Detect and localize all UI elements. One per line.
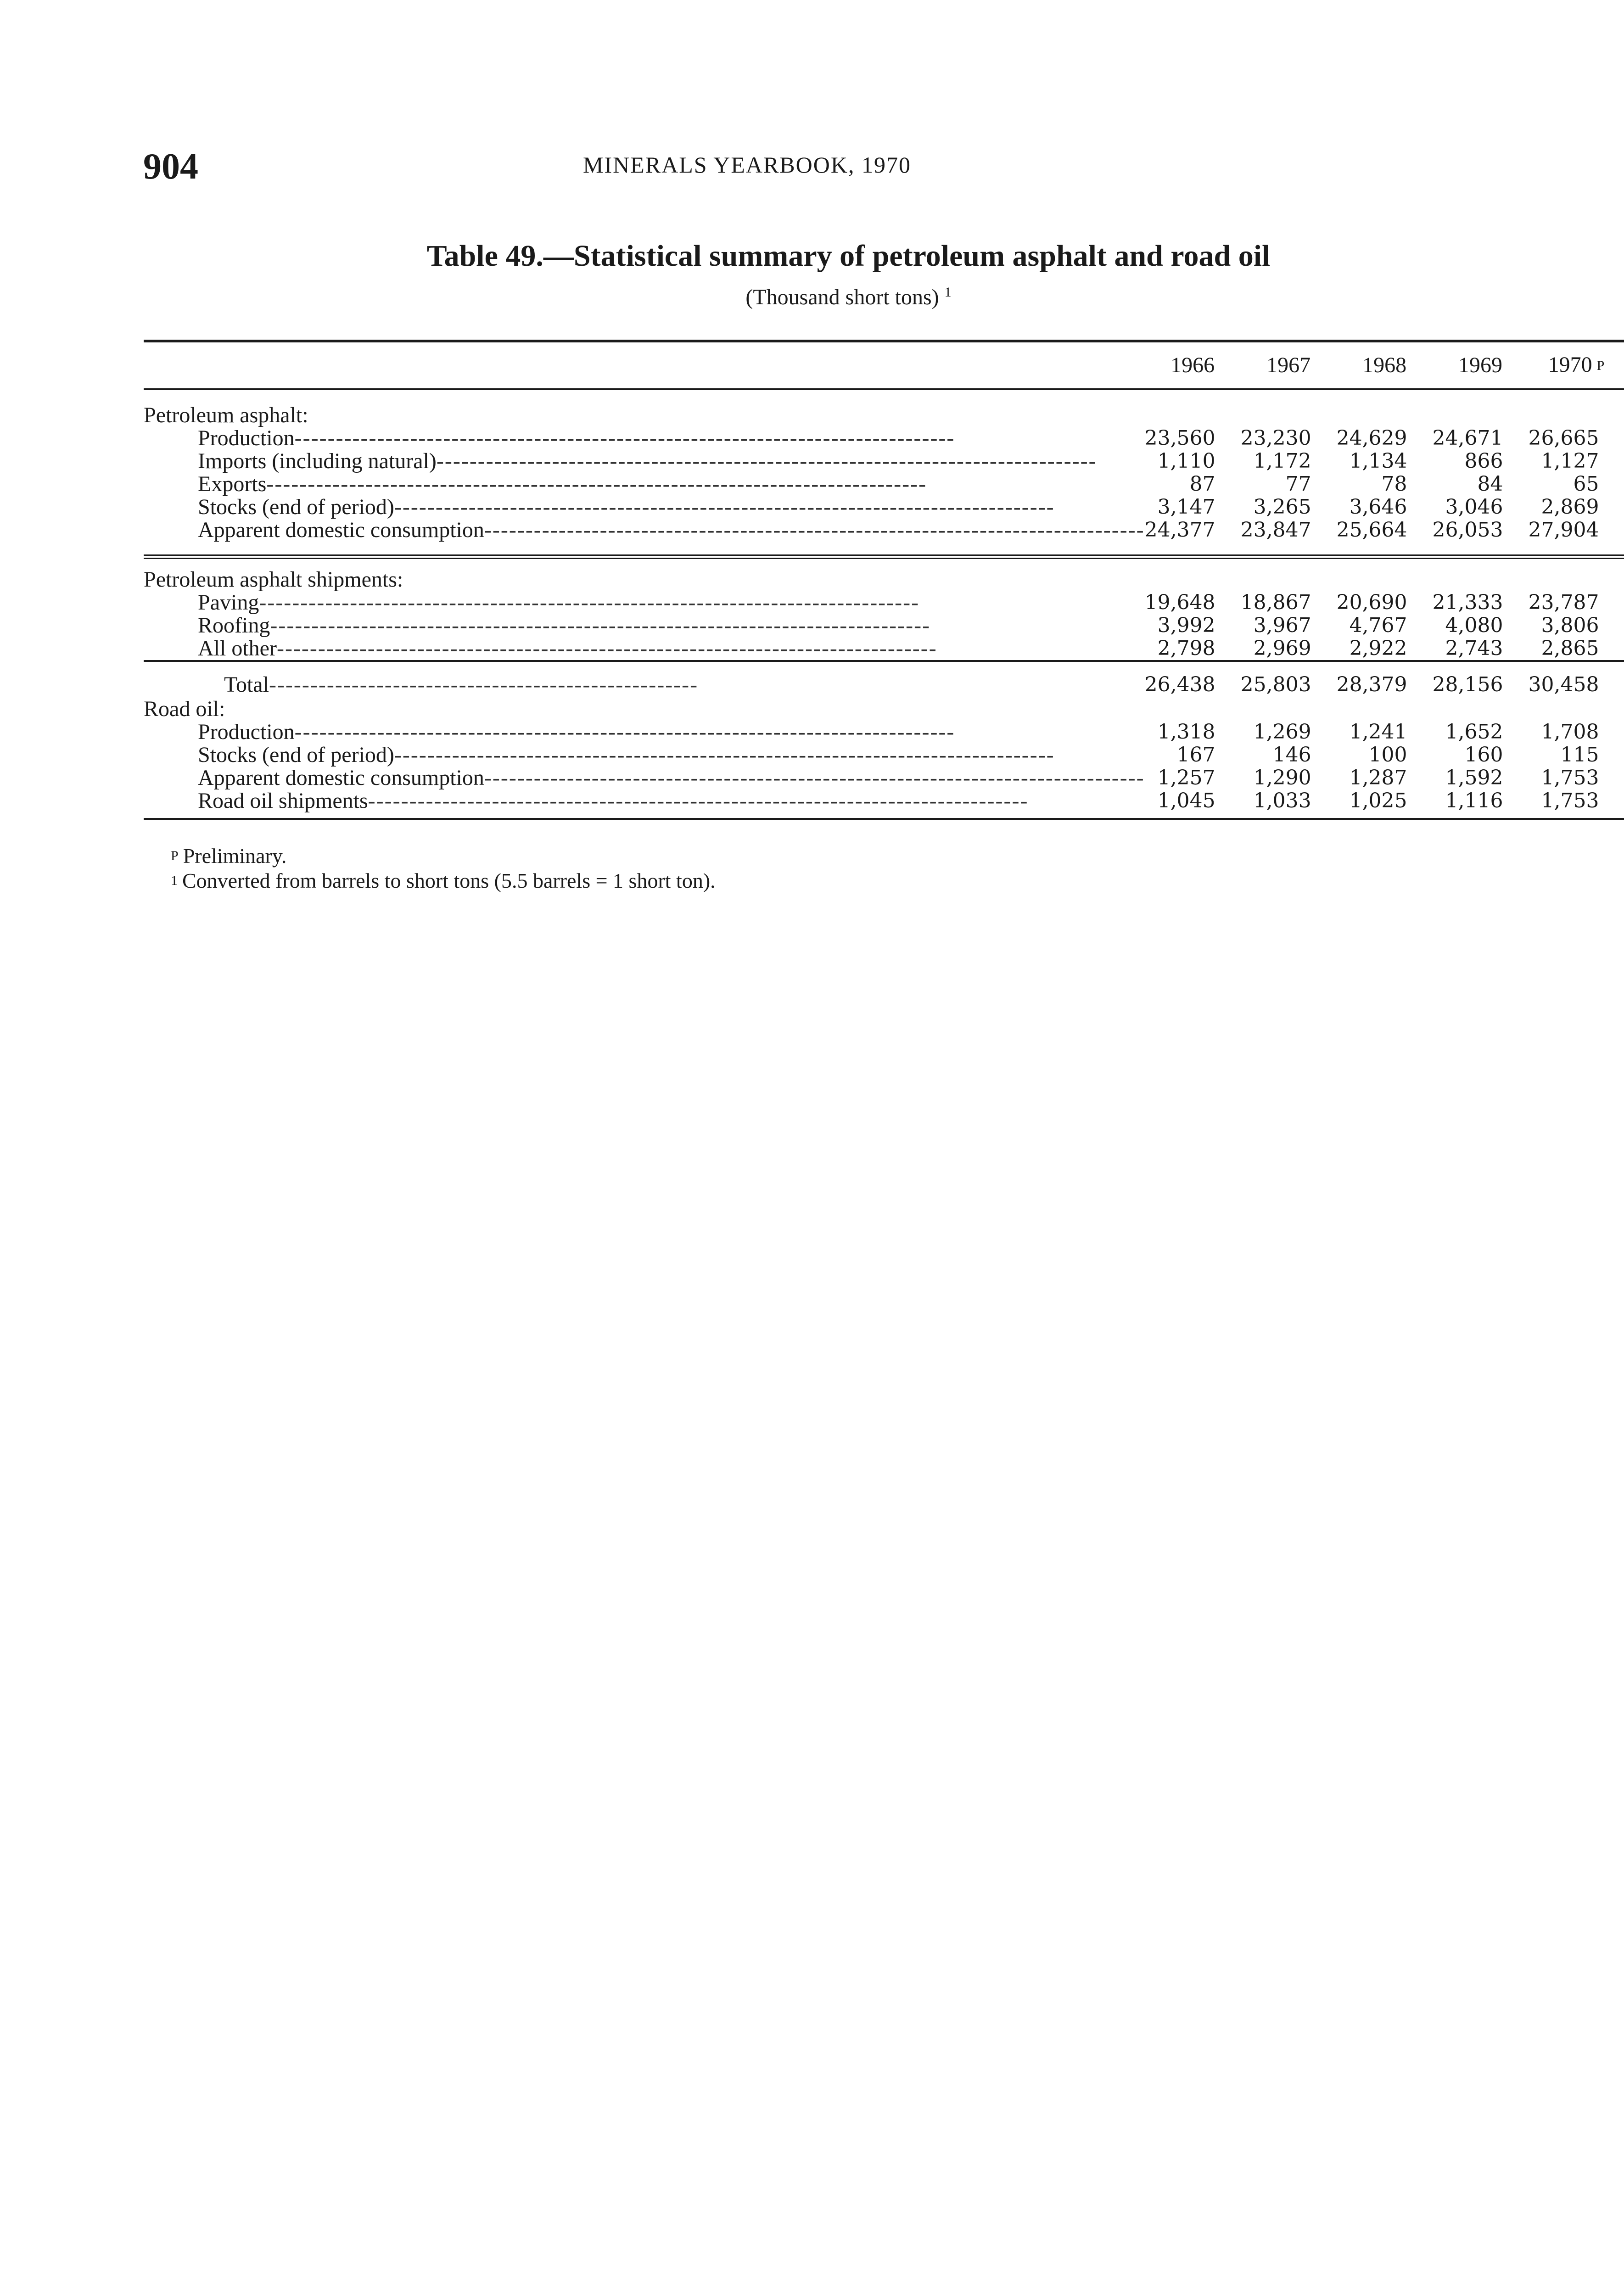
table-cell: 2,922 — [1349, 637, 1407, 660]
table-cell: 2,969 — [1253, 637, 1311, 660]
table-cell: 77 — [1285, 472, 1311, 496]
row-label — [144, 519, 1145, 542]
row-label — [144, 614, 1145, 637]
cell-total-1967: 25,803 — [1241, 661, 1337, 698]
table-row — [144, 450, 1624, 473]
table-subtitle — [0, 285, 1568, 310]
table-cell: 65 — [1573, 472, 1599, 496]
table-cell: 1,172 — [1253, 449, 1311, 473]
leader-dots: ---------------------------------------------------- — [269, 672, 699, 697]
row-label — [144, 744, 1145, 767]
table-cell: 160 — [1464, 743, 1503, 767]
asphalt-rows — [144, 427, 1624, 542]
table-row-total — [144, 661, 1624, 698]
column-header-1970-year: 1970 — [1548, 353, 1592, 377]
footnote-text: Converted from barrels to short tons (5.5 barrels = 1 short ton). — [182, 869, 716, 892]
table-header — [144, 341, 1624, 389]
table-row — [144, 473, 1624, 496]
cell-total-1968: 28,379 — [1337, 661, 1433, 698]
table-cell: 2,798 — [1157, 637, 1215, 660]
leader-dots: -------------------------------------------------------------------------------- — [259, 590, 920, 615]
section-heading-asphalt-shipments: Petroleum asphalt shipments: — [144, 567, 403, 592]
table-cell: 1,241 — [1349, 720, 1407, 744]
table-cell: 146 — [1272, 743, 1311, 767]
table-cell: 1,708 — [1541, 720, 1599, 744]
table-cell: 1,269 — [1253, 720, 1311, 744]
table-cell: 24,629 — [1336, 426, 1407, 450]
table-cell: 19,648 — [1144, 591, 1215, 614]
cell-total-1970: 30,458 — [1529, 661, 1624, 698]
row-label-text: Total — [224, 672, 269, 697]
table-cell: 100 — [1368, 743, 1407, 767]
statistical-summary-table — [144, 340, 1624, 820]
subtitle-footnote-mark: 1 — [944, 285, 952, 300]
row-label-text: Road oil shipments — [198, 789, 368, 813]
table-row — [144, 721, 1624, 744]
footnotes — [171, 844, 716, 893]
table-body — [144, 389, 1624, 427]
table-title: Table 49.—Statistical summary of petroleum asphalt and road oil — [426, 239, 1271, 273]
leader-dots: -------------------------------------------------------------------------------- — [294, 426, 955, 450]
spacer-row — [144, 557, 1624, 568]
table-row — [144, 496, 1624, 519]
table-cell: 23,560 — [1144, 426, 1215, 450]
row-label — [144, 427, 1145, 450]
table-cell: 23,787 — [1528, 591, 1599, 614]
table-cell: 24,671 — [1432, 426, 1503, 450]
running-head: MINERALS YEARBOOK, 1970 — [583, 152, 911, 178]
table-cell: 18,867 — [1240, 591, 1311, 614]
table-row — [144, 591, 1624, 614]
table-cell: 4,767 — [1349, 614, 1407, 637]
leader-dots: -------------------------------------------------------------------------------- — [276, 636, 937, 661]
table-cell: 1,116 — [1433, 789, 1529, 819]
footnote-preliminary — [171, 844, 716, 868]
table-cell: 1,033 — [1241, 789, 1337, 819]
leader-dots: -------------------------------------------------------------------------------- — [394, 743, 1055, 767]
table-row — [144, 427, 1624, 450]
preliminary-mark: P — [1596, 358, 1605, 373]
table-row — [144, 519, 1624, 542]
leader-dots: -------------------------------------------------------------------------------- — [394, 495, 1055, 519]
row-label — [144, 450, 1145, 473]
cell-total-1966: 26,438 — [1145, 661, 1241, 698]
table-cell: 26,665 — [1528, 426, 1599, 450]
column-header-1970 — [1529, 341, 1624, 389]
spacer-row — [144, 389, 1624, 404]
table-cell: 3,806 — [1541, 614, 1599, 637]
table-cell: 2,743 — [1445, 637, 1503, 660]
leader-dots: -------------------------------------------------------------------------------- — [294, 720, 955, 744]
table-cell: 21,333 — [1432, 591, 1503, 614]
section-heading-row — [144, 568, 1624, 591]
table-row — [144, 789, 1624, 819]
leader-dots: -------------------------------------------------------------------------------- — [270, 613, 931, 638]
table-cell: 1,753 — [1541, 766, 1599, 789]
table-cell: 1,753 — [1529, 789, 1624, 819]
row-label — [144, 473, 1145, 496]
table-subtitle-text: (Thousand short tons) — [745, 285, 939, 309]
double-rule-row — [144, 542, 1624, 557]
leader-dots: -------------------------------------------------------------------------------- — [484, 766, 1145, 790]
row-label-text: Apparent domestic consumption — [198, 518, 484, 542]
row-label-text: Production — [198, 720, 295, 744]
footnote-text: Preliminary. — [183, 844, 287, 868]
row-label-text: All other — [198, 636, 277, 661]
table-row — [144, 744, 1624, 767]
table-cell: 87 — [1189, 472, 1215, 496]
row-label-text: Roofing — [198, 613, 270, 638]
table-row — [144, 767, 1624, 789]
row-label-text: Production — [198, 426, 295, 450]
page-number: 904 — [143, 146, 198, 187]
leader-dots: -------------------------------------------------------------------------------- — [368, 789, 1029, 813]
table-cell: 1,592 — [1445, 766, 1503, 789]
row-label — [144, 637, 1145, 661]
table-cell: 3,967 — [1253, 614, 1311, 637]
row-label-text: Stocks (end of period) — [198, 743, 394, 767]
footnote-conversion — [171, 868, 716, 893]
table-cell: 866 — [1464, 449, 1503, 473]
header-row — [144, 341, 1624, 389]
leader-dots: -------------------------------------------------------------------------------- — [266, 472, 927, 496]
cell-total-1969: 28,156 — [1433, 661, 1529, 698]
footnote-mark: 1 — [171, 873, 178, 888]
total-group — [144, 661, 1624, 721]
header-label-column — [144, 341, 1145, 389]
row-label — [144, 789, 1145, 819]
column-header-1968: 1968 — [1337, 341, 1433, 389]
table-cell: 1,318 — [1157, 720, 1215, 744]
table-cell: 1,257 — [1157, 766, 1215, 789]
row-label — [144, 496, 1145, 519]
column-header-1966: 1966 — [1145, 341, 1241, 389]
table-cell: 3,147 — [1157, 495, 1215, 519]
row-label — [144, 767, 1145, 789]
table-cell: 2,865 — [1541, 637, 1599, 660]
table-row — [144, 637, 1624, 661]
table-cell: 23,847 — [1240, 518, 1311, 542]
table-cell: 115 — [1560, 743, 1599, 767]
table-cell: 1,652 — [1445, 720, 1503, 744]
leader-dots: -------------------------------------------------------------------------------- — [484, 518, 1145, 542]
row-label-text: Paving — [198, 590, 259, 615]
table-cell: 27,904 — [1528, 518, 1599, 542]
table-cell: 3,046 — [1445, 495, 1503, 519]
table-cell: 1,110 — [1157, 449, 1215, 473]
row-label — [144, 591, 1145, 614]
shipment-rows — [144, 591, 1624, 661]
table-cell: 1,287 — [1349, 766, 1407, 789]
table-cell: 1,134 — [1349, 449, 1407, 473]
row-label-text: Apparent domestic consumption — [198, 766, 484, 790]
shipments-heading-group — [144, 542, 1624, 591]
column-header-1969: 1969 — [1433, 341, 1529, 389]
table-cell: 23,230 — [1240, 426, 1311, 450]
table-cell: 1,045 — [1145, 789, 1241, 819]
section-heading-row — [144, 698, 1624, 721]
row-label — [144, 721, 1145, 744]
footnote-mark: P — [171, 848, 179, 863]
leader-dots: -------------------------------------------------------------------------------- — [436, 449, 1097, 473]
table-cell: 84 — [1477, 472, 1503, 496]
table-cell: 3,992 — [1157, 614, 1215, 637]
table-cell: 3,265 — [1253, 495, 1311, 519]
row-label-total — [144, 661, 1145, 698]
table-cell: 1,127 — [1541, 449, 1599, 473]
table-cell: 24,377 — [1144, 518, 1215, 542]
table-cell: 4,080 — [1445, 614, 1503, 637]
table-cell: 1,025 — [1337, 789, 1433, 819]
section-heading-petroleum-asphalt: Petroleum asphalt: — [144, 403, 308, 427]
table-cell: 25,664 — [1336, 518, 1407, 542]
table-cell: 3,646 — [1349, 495, 1407, 519]
row-label-text: Imports (including natural) — [198, 449, 437, 473]
column-header-1967: 1967 — [1241, 341, 1337, 389]
row-label-text: Exports — [198, 472, 267, 496]
row-label-text: Stocks (end of period) — [198, 495, 394, 519]
table-cell: 20,690 — [1336, 591, 1407, 614]
section-heading-row — [144, 404, 1624, 427]
table-cell: 26,053 — [1432, 518, 1503, 542]
table-cell: 1,290 — [1253, 766, 1311, 789]
section-heading-road-oil: Road oil: — [144, 697, 225, 721]
table-row — [144, 614, 1624, 637]
road-oil-rows — [144, 721, 1624, 819]
table-cell: 2,869 — [1541, 495, 1599, 519]
table-cell: 167 — [1176, 743, 1215, 767]
table-cell: 78 — [1381, 472, 1407, 496]
